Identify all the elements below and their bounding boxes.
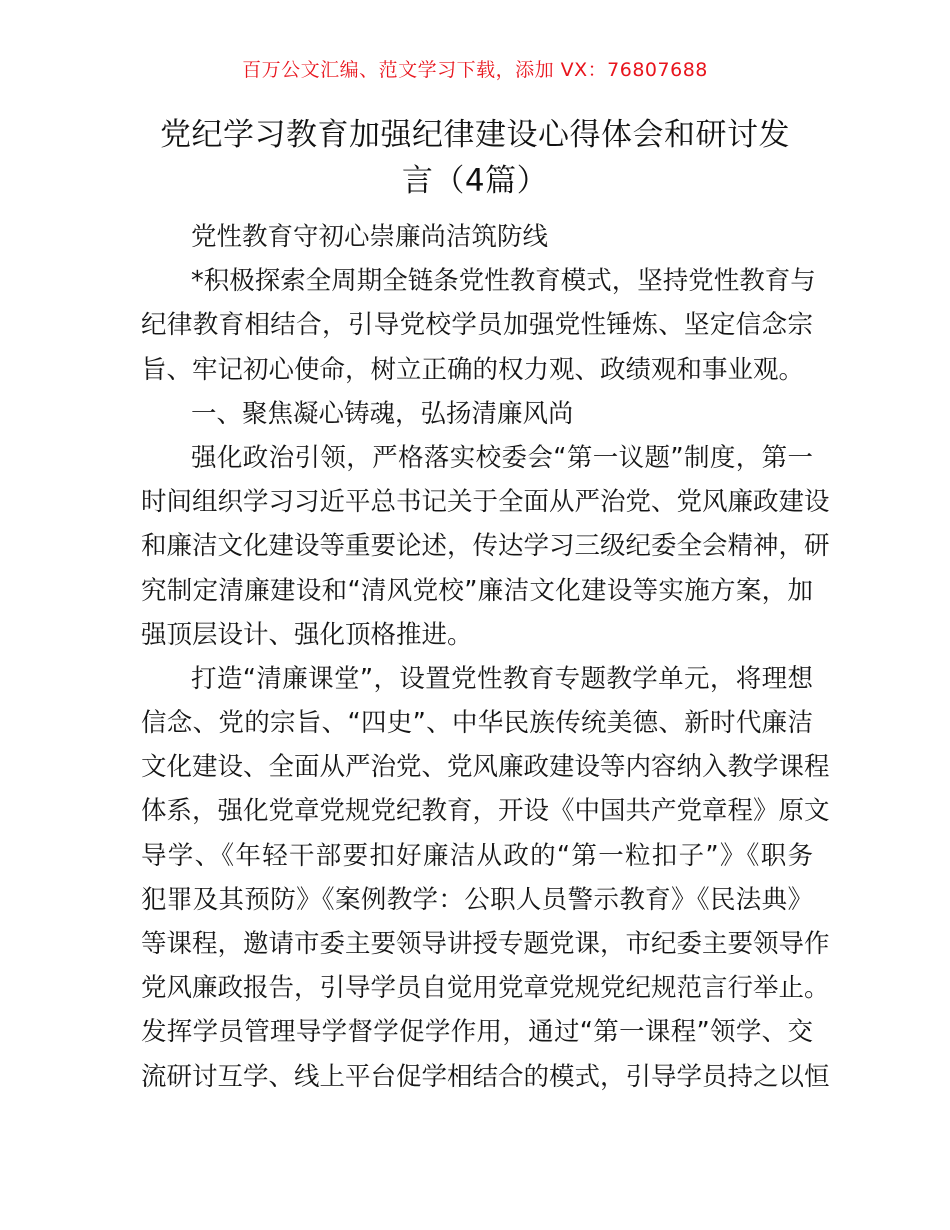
text-line: 究制定清廉建设和“清风党校”廉洁文化建设等实施方案，加	[141, 575, 813, 606]
text-line: 发挥学员管理导学督学促学作用，通过“第一课程”领学、交	[141, 1017, 813, 1048]
paragraph-political-guidance	[141, 436, 830, 657]
text-line: 导学、《年轻干部要扣好廉洁从政的“第一粒扣子”》《职务	[141, 840, 813, 871]
text-line: 体系，强化党章党规党纪教育，开设《中国共产党章程》原文	[141, 796, 830, 827]
text-line: 打造“清廉课堂”，设置党性教育专题教学单元，将理想	[191, 663, 813, 694]
section-heading-text: 一、聚焦凝心铸魂，弘扬清廉风尚	[191, 398, 574, 429]
text-line: 时间组织学习习近平总书记关于全面从严治党、党风廉政建设	[141, 487, 830, 518]
subheading	[141, 215, 813, 259]
section-heading	[141, 392, 813, 436]
document-body	[141, 215, 830, 1099]
header-banner: 百万公文汇编、范文学习下载，添加 VX：76807688	[242, 59, 708, 81]
text-line: 文化建设、全面从严治党、党风廉政建设等内容纳入教学课程	[141, 752, 830, 783]
text-line: *积极探索全周期全链条党性教育模式，坚持党性教育与	[191, 266, 816, 297]
text-line: 和廉洁文化建设等重要论述，传达学习三级纪委全会精神，研	[141, 531, 830, 562]
text-line: 纪律教育相结合，引导党校学员加强党性锤炼、坚定信念宗	[141, 310, 813, 341]
text-line: 强顶层设计、强化顶格推进。	[141, 619, 473, 650]
text-line: 犯罪及其预防》《案例教学：公职人员警示教育》《民法典》	[141, 884, 813, 915]
text-line: 旨、牢记初心使命，树立正确的权力观、政绩观和事业观。	[141, 354, 805, 385]
subheading-text: 党性教育守初心崇廉尚洁筑防线	[191, 222, 549, 252]
text-line: 流研讨互学、线上平台促学相结合的模式，引导学员持之以恒	[141, 1061, 830, 1092]
title-line-2: 言（4篇）	[401, 163, 549, 199]
document-title	[120, 112, 830, 204]
text-line: 党风廉政报告，引导学员自觉用党章党规党纪规范言行举止。	[141, 973, 830, 1004]
paragraph-intro	[141, 259, 816, 392]
text-line: 等课程，邀请市委主要领导讲授专题党课，市纪委主要领导作	[141, 929, 830, 959]
title-line-1: 党纪学习教育加强纪律建设心得体会和研讨发	[160, 117, 790, 153]
paragraph-clean-classroom	[141, 657, 830, 1099]
text-line: 信念、党的宗旨、“四史”、中华民族传统美德、新时代廉洁	[141, 708, 813, 739]
text-line: 强化政治引领，严格落实校委会“第一议题”制度，第一	[191, 442, 813, 473]
